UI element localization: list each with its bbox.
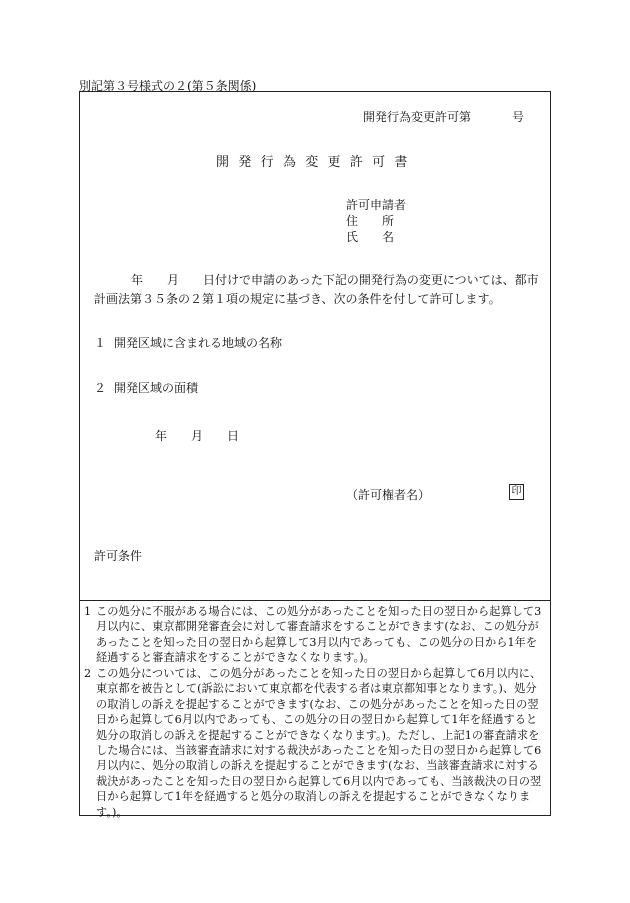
notice-2-text: この処分については、この処分があったことを知った日の翌日から起算して6月以内に、東京都を被告として(訴訟において東京都を代表する者は東京都知事となります。)、処分の取消しの訴えを提起することができます(なお、この処分があったことを知った日の翌日から起算して6月以内であっても、この処分の日の翌日から起算して1年を経過すると処分の取消しの訴えを提起することができなくなります。)。ただし、上記1の審査請求をした場合には、当該審査請求に対する裁決があったことを知った日の翌日から起算して6月以内に、処分の取消しの訴えを提起することができます(なお、当該審査請求に対する裁決があったことを知った日の翌日から起算して6月以内であっても、当該裁決の日の翌日から起算して1年を経過すると処分の取消しの訴えを提起することができなくなります。)。: [96, 667, 542, 819]
seal-mark: 印: [509, 484, 524, 500]
item-1: [94, 334, 282, 351]
item-2: [94, 379, 198, 396]
item-1-number: １: [94, 336, 107, 350]
conditions-label: 許可条件: [94, 549, 143, 563]
notice-divider: [79, 600, 551, 601]
notice-1-text: この処分に不服がある場合には、この処分があったことを知った日の翌日から起算して3月以内に、東京都開発審査会に対して審査請求をすることができます(なお、この処分があったことを知った日の翌日から起算して3月以内であっても、この処分の日から1年を経過すると審査請求をすることができなくなります。)。: [96, 605, 542, 665]
item-2-label: 開発区域の面積: [114, 381, 199, 395]
permit-number-prefix: 開発行為変更許可第: [363, 110, 472, 124]
notice-1: [84, 604, 547, 666]
applicant-name-label: 氏 名: [346, 230, 395, 244]
form-label: 別記第３号様式の２(第５条関係): [79, 79, 257, 93]
date-line: 年 月 日: [155, 429, 240, 443]
item-1-label: 開発区域に含まれる地域の名称: [114, 336, 283, 350]
permit-number-suffix: 号: [512, 110, 525, 124]
authority-label: （許可権者名）: [346, 488, 431, 502]
notice-1-number: 1: [84, 605, 92, 618]
main-paragraph: 年 月 日付けで申請のあった下記の開発行為の変更については、都市計画法第３５条の２第１項の規定に基づき、次の条件を付して許可します。: [94, 273, 539, 306]
notice-2-number: 2: [84, 667, 92, 680]
applicant-address-label: 住 所: [346, 214, 395, 228]
document-title: 開発行為変更許可書: [216, 155, 417, 170]
item-2-number: ２: [94, 381, 107, 395]
notice-2: [84, 666, 547, 820]
applicant-heading: 許可申請者: [346, 198, 407, 212]
